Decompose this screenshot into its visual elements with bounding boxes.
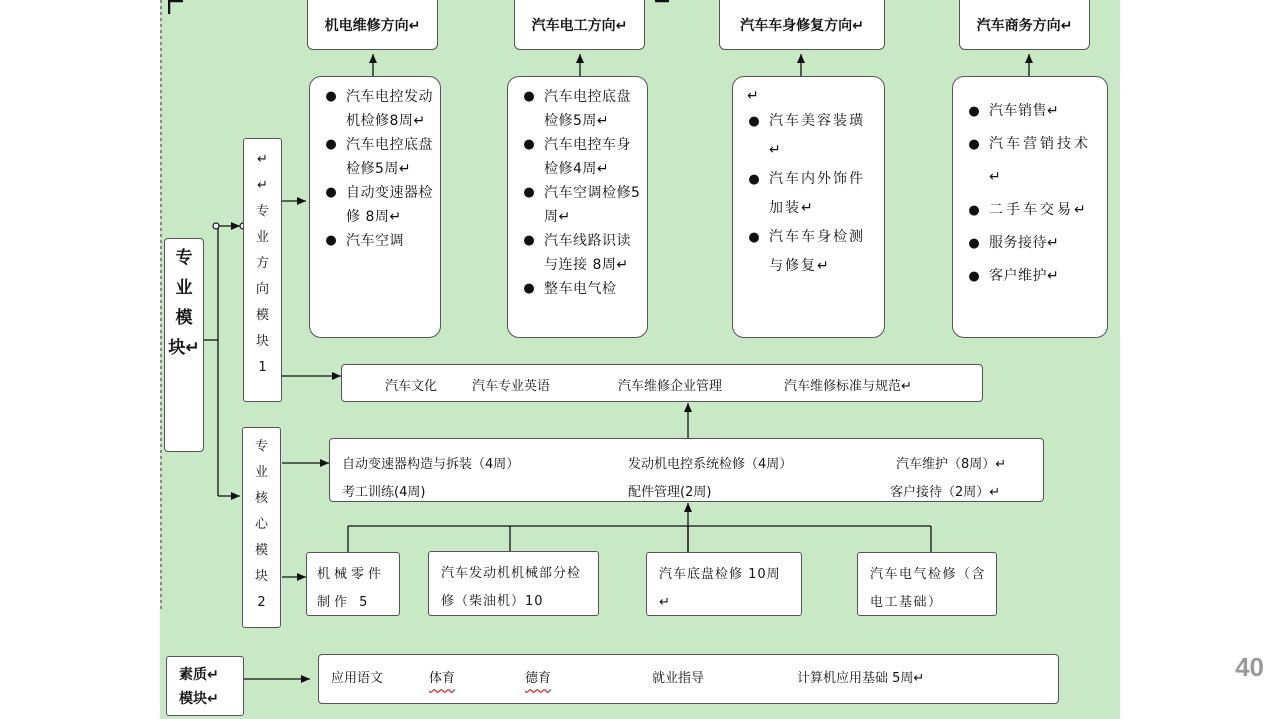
- bullet-icon: ●: [325, 137, 337, 152]
- bullet-icon: ●: [748, 172, 760, 187]
- quality-module: 素质↵ 模块↵: [166, 656, 244, 716]
- bullet-icon: ●: [968, 104, 980, 119]
- list-item: ● 汽车空调检修5周↵: [514, 181, 641, 229]
- list-business: [952, 76, 1108, 338]
- list-item: ● 汽车内外饰件加装↵: [739, 165, 878, 223]
- core-courses-box: [329, 438, 1044, 502]
- course-pe: 体育: [429, 671, 456, 686]
- list-item: ● 汽车空调: [316, 229, 434, 253]
- bullet-icon: ●: [968, 236, 980, 251]
- list-item: ● 汽车美容装璜↵: [739, 107, 878, 165]
- course-career-guidance: 就业指导: [652, 671, 705, 686]
- list-item: ● 整车电气检: [514, 277, 641, 301]
- list-item: ● 汽车电控发动机检修8周↵: [316, 85, 434, 133]
- bullet-icon: ●: [325, 233, 337, 248]
- list-item: ● 服务接待↵: [959, 227, 1101, 260]
- bullet-icon: ●: [325, 185, 337, 200]
- base-course-chassis: 汽车底盘检修 10周↵: [646, 552, 802, 616]
- list-item: ● 汽车线路识读与连接 8周↵: [514, 229, 641, 277]
- diagram-canvas: [160, 0, 1120, 719]
- list-body-repair: [732, 76, 885, 338]
- professional-module: 专 业 模 块↵: [164, 238, 204, 452]
- course-parts-management: 配件管理(2周): [628, 485, 712, 500]
- header-body-repair: 汽车车身修复方向↵: [719, 0, 885, 50]
- direction-module: ↵ ↵ 专 业 方 向 模 块 1: [243, 138, 282, 402]
- header-business: 汽车商务方向↵: [959, 0, 1090, 50]
- course-repair-standards: 汽车维修标准与规范↵: [784, 379, 912, 394]
- bullet-icon: ●: [748, 114, 760, 129]
- list-item: ● 汽车电控车身检修4周↵: [514, 133, 641, 181]
- list-item: ● 自动变速器检修 8周↵: [316, 181, 434, 229]
- bullet-icon: ●: [523, 281, 535, 296]
- quality-courses-box: [318, 654, 1059, 704]
- base-course-electrical: 汽车电气检修（含电工基础）: [857, 552, 997, 616]
- bullet-icon: ●: [748, 230, 760, 245]
- list-electrician: [507, 76, 648, 338]
- course-computer-basics: 计算机应用基础 5周↵: [797, 671, 925, 686]
- bullet-icon: ●: [523, 233, 535, 248]
- bullet-icon: ●: [968, 203, 980, 218]
- list-item: ● 汽车营销技术↵: [959, 128, 1101, 194]
- list-item: ● 汽车车身检测与修复↵: [739, 223, 878, 281]
- bullet-icon: ●: [968, 137, 980, 152]
- list-electromech: [309, 76, 441, 338]
- list-lead: ↵: [747, 88, 759, 104]
- course-customer-reception: 客户接待（2周）↵: [890, 485, 1001, 500]
- list-item: ● 汽车销售↵: [959, 95, 1101, 128]
- course-engine-ecu: 发动机电控系统检修（4周）: [628, 457, 793, 472]
- header-electromech: 机电维修方向↵: [307, 0, 438, 50]
- course-chinese: 应用语文: [331, 671, 384, 686]
- course-auto-english: 汽车专业英语: [472, 379, 551, 394]
- list-item: ● 二手车交易↵: [959, 194, 1101, 227]
- page-number: 40: [1235, 652, 1264, 682]
- course-exam-training: 考工训练(4周): [342, 485, 426, 500]
- course-auto-culture: 汽车文化: [385, 379, 438, 394]
- core-module: 专 业 核 心 模 块 2: [242, 427, 281, 628]
- common-courses-box: [341, 364, 983, 402]
- course-moral: 德育: [525, 671, 552, 686]
- list-item: ● 汽车电控底盘检修5周↵: [316, 133, 434, 181]
- bullet-icon: ●: [968, 269, 980, 284]
- course-maintenance: 汽车维护（8周）↵: [896, 457, 1007, 472]
- bullet-icon: ●: [523, 185, 535, 200]
- list-item: ● 汽车电控底盘检修5周↵: [514, 85, 641, 133]
- base-course-engine: 汽车发动机机械部分检修（柴油机）10: [428, 551, 599, 616]
- course-repair-management: 汽车维修企业管理: [618, 379, 723, 394]
- bullet-icon: ●: [523, 89, 535, 104]
- header-electrician: 汽车电工方向↵: [514, 0, 645, 50]
- course-transmission: 自动变速器构造与拆装（4周）: [342, 457, 520, 472]
- bullet-icon: ●: [523, 137, 535, 152]
- list-item: ● 客户维护↵: [959, 260, 1101, 293]
- bullet-icon: ●: [325, 89, 337, 104]
- base-course-machining: 机械零件制作 5: [306, 552, 400, 616]
